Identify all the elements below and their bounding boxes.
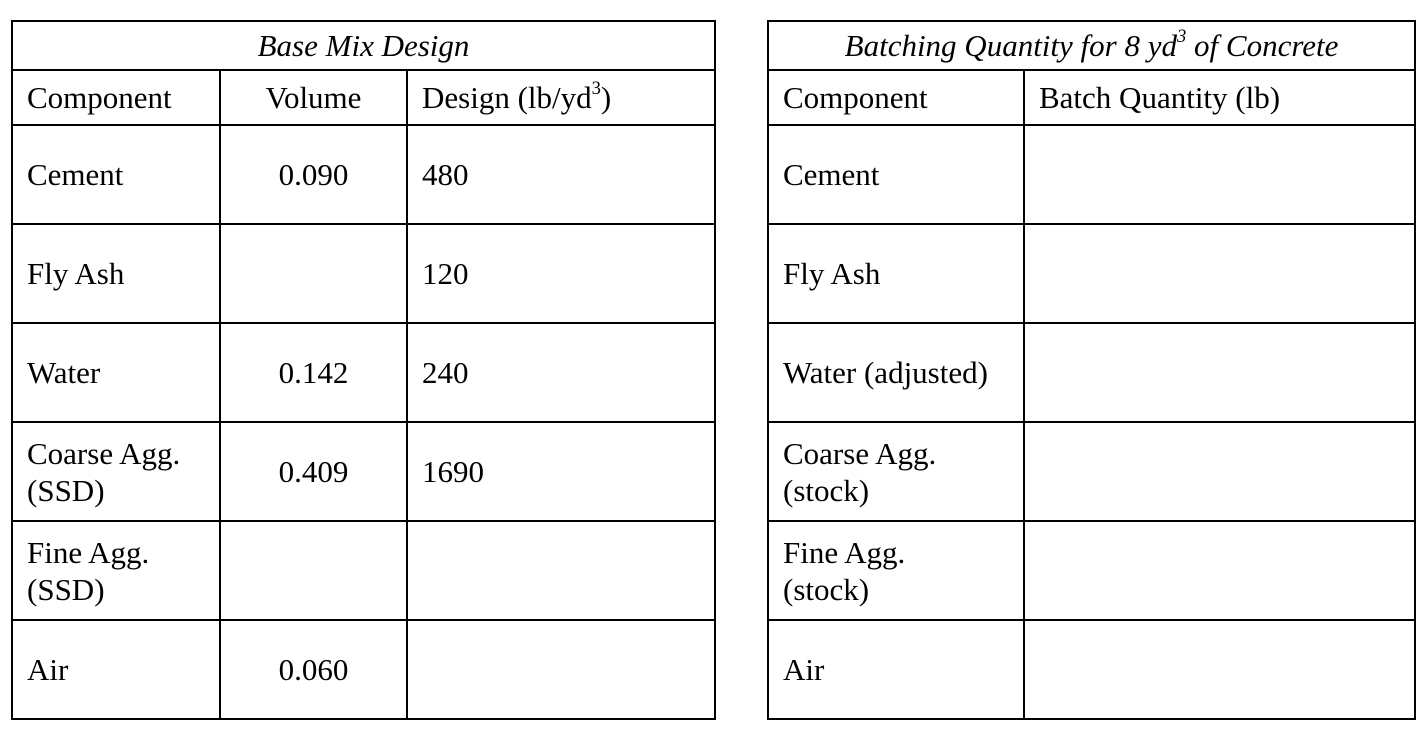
component-cell-line: Air — [27, 652, 69, 687]
batch-quantity-cell — [1024, 224, 1415, 323]
design-cell: 240 — [407, 323, 715, 422]
component-header: Component — [768, 70, 1024, 125]
component-cell — [12, 620, 220, 719]
volume-cell: 0.060 — [220, 620, 407, 719]
header-row — [12, 70, 715, 125]
base-mix-design-table — [11, 20, 716, 720]
batch-quantity-cell — [1024, 620, 1415, 719]
batching-title-superscript: 3 — [1176, 26, 1187, 48]
component-cell-line: (SSD) — [27, 472, 105, 508]
batch-quantity-cell — [1024, 323, 1415, 422]
table-row — [12, 323, 715, 422]
design-cell: 120 — [407, 224, 715, 323]
table-row — [12, 224, 715, 323]
component-cell-line: Coarse Agg. — [27, 435, 181, 471]
component-cell — [12, 224, 220, 323]
header-row — [768, 70, 1415, 125]
table-row — [12, 125, 715, 224]
base-mix-title: Base Mix Design — [12, 21, 715, 70]
table-row — [12, 422, 715, 521]
volume-cell: 0.409 — [220, 422, 407, 521]
design-cell: 1690 — [407, 422, 715, 521]
batching-quantity-table — [767, 20, 1416, 720]
design-header — [407, 70, 715, 125]
component-cell-line: Water — [27, 355, 101, 390]
batch-quantity-cell — [1024, 125, 1415, 224]
component-cell — [12, 521, 220, 620]
table-row — [12, 521, 715, 620]
component-cell-line: Fine Agg. — [783, 534, 906, 570]
component-cell-line: Cement — [27, 157, 124, 192]
component-cell-line: Coarse Agg. — [783, 435, 937, 471]
component-cell-line: (SSD) — [27, 571, 105, 607]
design-header-superscript: 3 — [591, 78, 601, 100]
table-row — [768, 422, 1415, 521]
table-row — [768, 521, 1415, 620]
design-cell — [407, 620, 715, 719]
component-cell — [12, 323, 220, 422]
design-cell — [407, 521, 715, 620]
table-row — [12, 620, 715, 719]
component-cell — [768, 125, 1024, 224]
component-cell-line: Fly Ash — [783, 256, 881, 291]
batch-quantity-cell — [1024, 521, 1415, 620]
component-cell-line: Air — [783, 652, 825, 687]
component-cell — [768, 224, 1024, 323]
component-cell-line: (stock) — [783, 472, 870, 508]
volume-cell: 0.142 — [220, 323, 407, 422]
design-header-text: Design (lb/yd — [422, 80, 592, 115]
component-cell — [12, 125, 220, 224]
component-header: Component — [12, 70, 220, 125]
batching-title-suffix: of Concrete — [1186, 28, 1339, 63]
component-cell — [768, 323, 1024, 422]
volume-header: Volume — [220, 70, 407, 125]
component-cell-line: Fine Agg. — [27, 534, 150, 570]
table-row — [768, 224, 1415, 323]
table-row — [768, 323, 1415, 422]
design-header-close: ) — [600, 80, 612, 115]
batch-quantity-cell — [1024, 422, 1415, 521]
volume-cell: 0.090 — [220, 125, 407, 224]
component-cell — [768, 521, 1024, 620]
volume-cell — [220, 521, 407, 620]
component-cell-line: (stock) — [783, 571, 870, 607]
component-cell-line: Water (adjusted) — [783, 355, 988, 390]
component-cell-line: Fly Ash — [27, 256, 125, 291]
design-cell: 480 — [407, 125, 715, 224]
batching-title — [768, 21, 1415, 70]
component-cell — [12, 422, 220, 521]
component-cell — [768, 422, 1024, 521]
component-cell — [768, 620, 1024, 719]
batch-quantity-header: Batch Quantity (lb) — [1024, 70, 1415, 125]
batching-title-text: Batching Quantity for 8 yd — [844, 28, 1177, 63]
table-row — [768, 125, 1415, 224]
volume-cell — [220, 224, 407, 323]
component-cell-line: Cement — [783, 157, 880, 192]
table-row — [768, 620, 1415, 719]
